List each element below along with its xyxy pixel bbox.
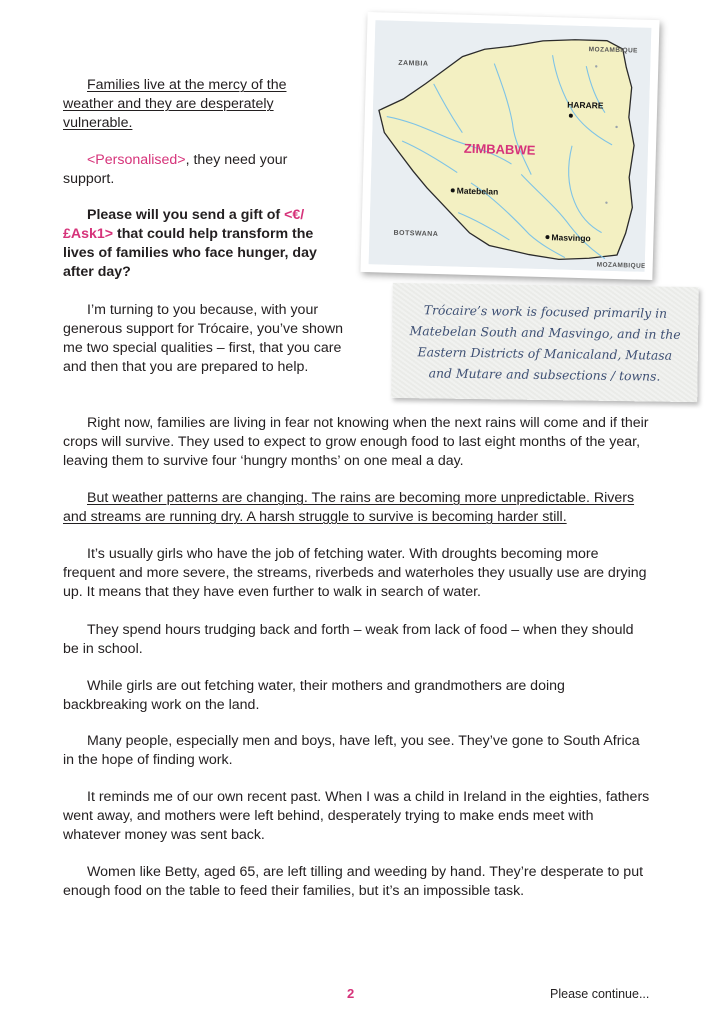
para-hours: They spend hours trudging back and forth – weak from lack of food – when they should be in school.	[63, 622, 634, 657]
zimbabwe-map	[360, 12, 659, 280]
label-zimbabwe: ZIMBABWE	[463, 140, 536, 158]
label-matebelan: Matebelan	[456, 185, 499, 197]
label-zambia: ZAMBIA	[398, 59, 429, 68]
para-weather: But weather patterns are changing. The rains are becoming more unpredictable. Rivers and streams are running dry. A harsh struggle to survive is becoming harder still.	[63, 490, 635, 525]
ask-before: Please will you send a gift of	[87, 207, 281, 223]
intro-ask	[63, 206, 343, 282]
map-note-card	[391, 283, 699, 402]
label-mozambique-bottom: MOZAMBIQUE	[596, 261, 646, 270]
ask-tag: <€/£Ask1>	[63, 207, 305, 242]
label-botswana: BOTSWANA	[393, 229, 439, 239]
map-note-text: Trócaire’s work is focused primarily in Matebelan South and Masvingo, and in the Eastern Districts of Manicaland, Mutasa and Mutare and subsections / towns.	[409, 301, 681, 384]
para-rains: Right now, families are living in fear not knowing when the next rains will come and if their crops will survive. They used to expect to grow enough food to last eight months of the year, leaving them to survive four ‘hungry months’ on one meal a day.	[63, 415, 649, 469]
please-continue: Please continue...	[550, 987, 650, 1001]
ask-after: that could help transform the lives of families who face hunger, day after day?	[63, 226, 317, 280]
intro-personalised	[63, 151, 313, 189]
para-girls: It’s usually girls who have the job of fetching water. With droughts becoming more frequent and more severe, the streams, riverbeds and waterholes they usually use are drying up. It means that they have even further to walk in search of water.	[63, 546, 647, 600]
map-graphic	[369, 20, 652, 272]
personalised-tag: <Personalised>	[87, 152, 186, 168]
page-number: 2	[347, 986, 355, 1001]
intro-turning: I’m turning to you because, with your generous support for Trócaire, you’ve shown me two special qualities – first, that you care and then that you are prepared to help.	[63, 302, 343, 375]
para-betty: Women like Betty, aged 65, are left tilling and weeding by hand. They’re desperate to put enough food on the table to feed their families, but it’s an impossible task.	[63, 864, 644, 899]
label-masvingo: Masvingo	[551, 232, 591, 244]
label-mozambique-top: MOZAMBIQUE	[588, 46, 638, 55]
para-ireland: It reminds me of our own recent past. When I was a child in Ireland in the eighties, fathers went away, and mothers were left behind, desperately trying to make ends meet with whatever money was sent back.	[63, 789, 650, 843]
para-mothers: While girls are out fetching water, their mothers and grandmothers are doing backbreaking work on the land.	[63, 678, 565, 713]
label-harare: HARARE	[567, 99, 604, 111]
personalised-rest: , they need your support.	[63, 152, 288, 187]
intro-vulnerable: Families live at the mercy of the weather and they are desperately vulnerable.	[63, 77, 287, 131]
para-men: Many people, especially men and boys, have left, you see. They’ve gone to South Africa in the hope of finding work.	[63, 733, 640, 768]
